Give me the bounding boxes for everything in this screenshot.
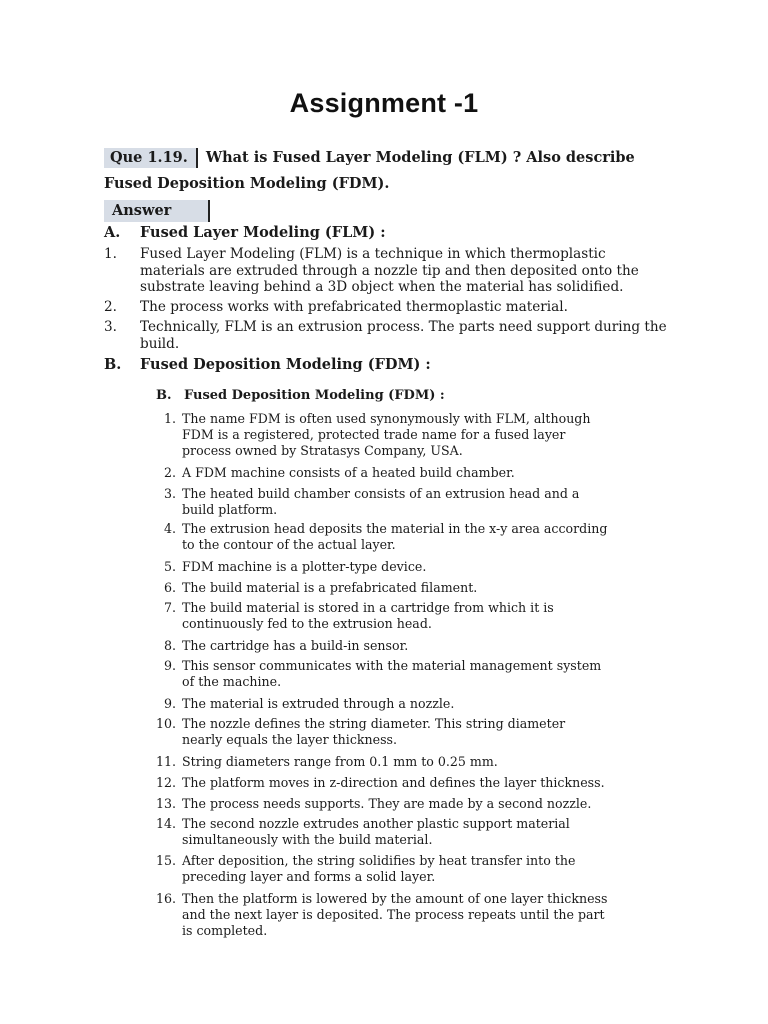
section-b-letter: B. [104, 356, 122, 373]
item-number: 7. [163, 600, 176, 615]
item-text: Then the platform is lowered by the amount of one layer thickness and the next layer is deposited. The process repeats until the part is completed. [182, 891, 608, 938]
section-b-heading [104, 356, 431, 373]
section-a-letter: A. [104, 224, 121, 241]
item-number: 16. [155, 891, 176, 906]
question-line-2: Fused Deposition Modeling (FDM). [104, 175, 390, 192]
item-number: 9. [163, 658, 176, 673]
item-number: 6. [163, 580, 176, 595]
list-item [150, 891, 610, 939]
list-item [150, 559, 610, 575]
item-text: The build material is stored in a cartridge from which it is continuously fed to the extrusion head. [182, 600, 554, 631]
item-text: The process works with prefabricated thermoplastic material. [140, 299, 568, 315]
list-item [150, 716, 610, 748]
list-item [150, 411, 610, 459]
section-b-title: Fused Deposition Modeling (FDM) : [140, 356, 431, 373]
list-item [104, 319, 674, 352]
item-text: String diameters range from 0.1 mm to 0.25 mm. [182, 754, 498, 769]
section-a-heading [104, 224, 386, 241]
list-item [150, 600, 610, 632]
item-number: 3. [104, 319, 117, 335]
section-a-title: Fused Layer Modeling (FLM) : [140, 224, 386, 241]
item-number: 10. [155, 716, 176, 731]
item-number: 11. [155, 754, 176, 769]
item-text: A FDM machine consists of a heated build chamber. [182, 465, 515, 480]
item-number: 4. [163, 521, 176, 536]
item-number: 8. [163, 638, 176, 653]
list-item [104, 246, 674, 296]
page-title: Assignment -1 [289, 88, 479, 118]
item-text: The material is extruded through a nozzle. [182, 696, 455, 711]
item-text: The name FDM is often used synonymously with FLM, although FDM is a registered, protected trade name for a fused layer process owned by Stratasys Company, USA. [182, 411, 591, 458]
item-number: 1. [104, 246, 117, 262]
list-item [150, 816, 610, 848]
item-text: The build material is a prefabricated filament. [182, 580, 478, 595]
list-item [104, 299, 674, 316]
item-number: 5. [163, 559, 176, 574]
list-item [150, 853, 610, 885]
item-text: This sensor communicates with the material management system of the machine. [182, 658, 602, 689]
list-item [150, 796, 610, 812]
item-number: 15. [155, 853, 176, 868]
answer-label: Answer [104, 200, 210, 222]
section-b-detail-title: Fused Deposition Modeling (FDM) : [184, 388, 445, 403]
question-text-1: What is Fused Layer Modeling (FLM) ? Also describe [205, 149, 635, 166]
item-number: 2. [163, 465, 176, 480]
item-text: The second nozzle extrudes another plastic support material simultaneously with the build material. [182, 816, 570, 847]
item-text: The process needs supports. They are made by a second nozzle. [182, 796, 592, 811]
list-item [150, 754, 610, 770]
item-number: 1. [163, 411, 176, 426]
list-item [150, 658, 610, 690]
item-text: The heated build chamber consists of an extrusion head and a build platform. [182, 486, 580, 517]
item-text: The cartridge has a build-in sensor. [182, 638, 409, 653]
list-item [150, 521, 610, 553]
list-item [150, 486, 610, 518]
question-label: Que 1.19. [104, 148, 198, 168]
item-text: The extrusion head deposits the material in the x-y area according to the contour of the actual layer. [182, 521, 608, 552]
item-text: After deposition, the string solidifies by heat transfer into the preceding layer and forms a solid layer. [182, 853, 576, 884]
item-number: 13. [155, 796, 176, 811]
item-number: 3. [163, 486, 176, 501]
list-item [150, 638, 610, 654]
question-line-1 [104, 148, 635, 168]
item-text: Technically, FLM is an extrusion process. The parts need support during the build. [140, 319, 667, 352]
list-item [150, 775, 610, 791]
item-text: The nozzle defines the string diameter. This string diameter nearly equals the layer thickness. [182, 716, 566, 747]
item-text: Fused Layer Modeling (FLM) is a technique in which thermoplastic materials are extruded through a nozzle tip and then deposited onto the substrate leaving behind a 3D object when the material has solidified. [140, 246, 639, 295]
section-b-detail-letter: B. [156, 388, 172, 403]
list-item [150, 465, 610, 481]
item-number: 2. [104, 299, 117, 315]
section-b-detail-heading [156, 388, 445, 403]
item-number: 9. [163, 696, 176, 711]
list-item [150, 696, 610, 712]
list-item [150, 580, 610, 596]
item-text: The platform moves in z-direction and defines the layer thickness. [182, 775, 605, 790]
item-number: 12. [155, 775, 176, 790]
item-text: FDM machine is a plotter-type device. [182, 559, 427, 574]
item-number: 14. [155, 816, 176, 831]
